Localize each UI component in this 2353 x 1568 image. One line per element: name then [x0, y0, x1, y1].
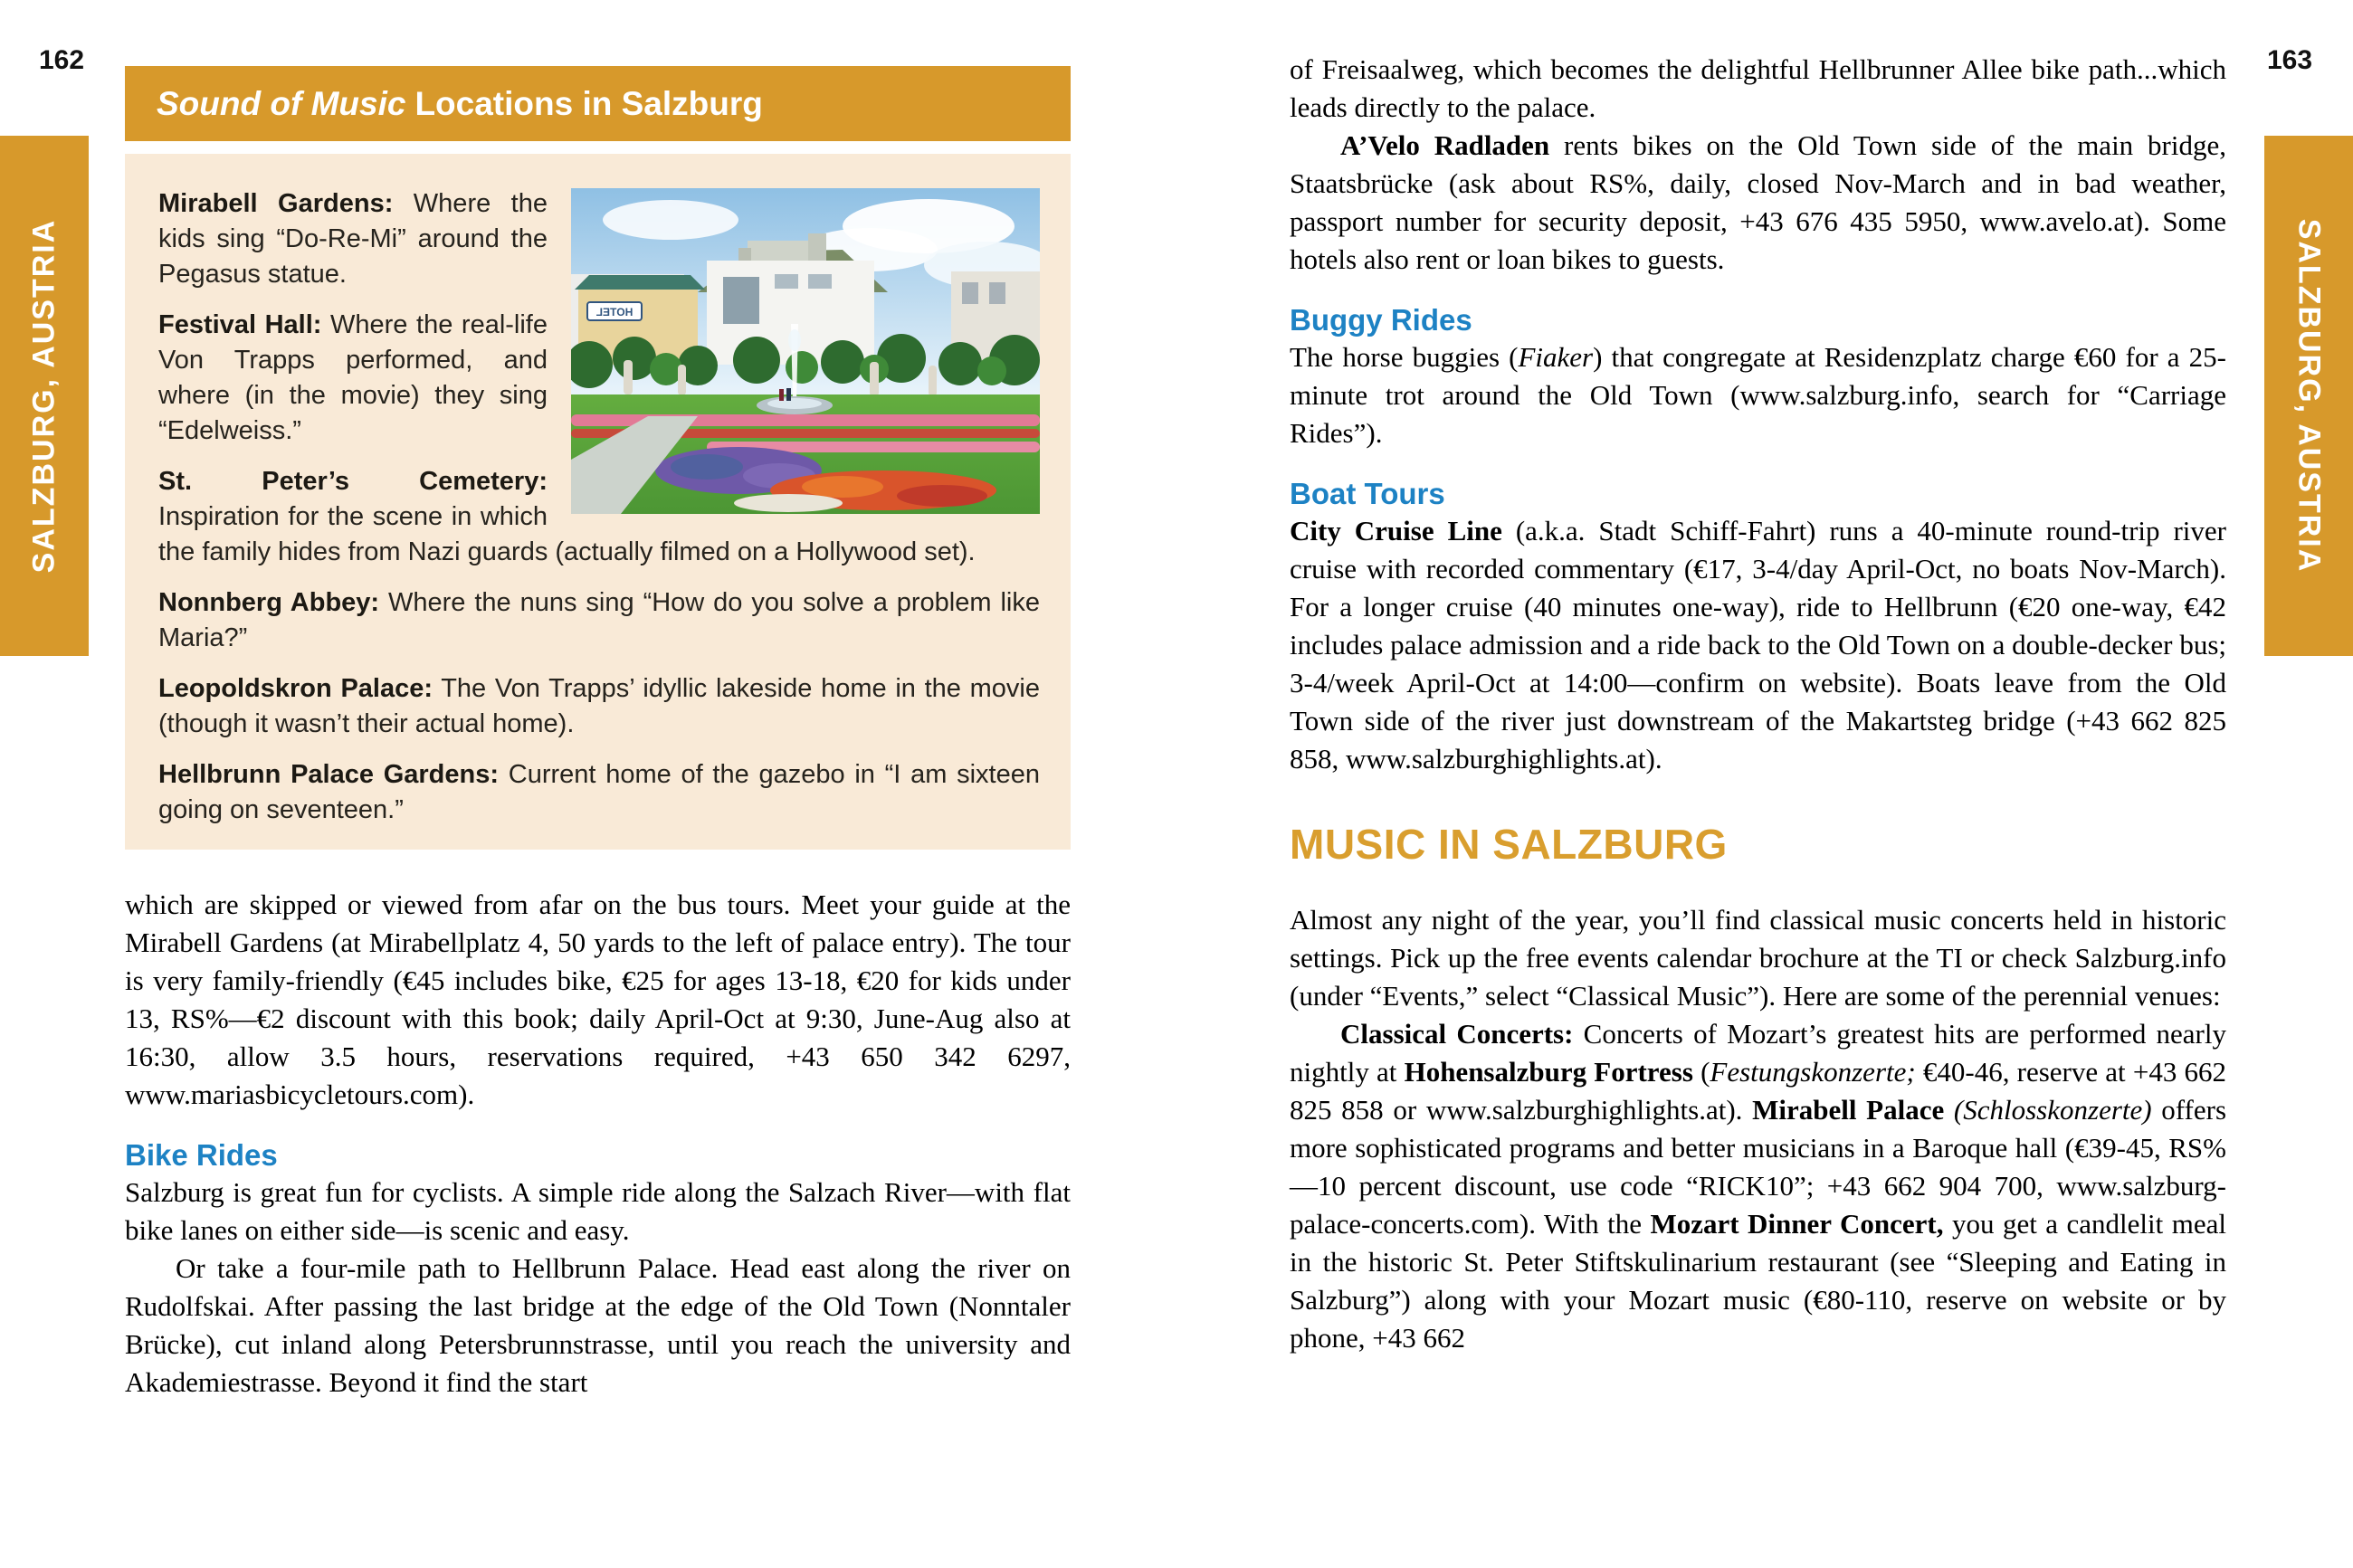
right-page-number: 163	[2267, 45, 2313, 75]
box-entry-nonnberg-abbey	[158, 585, 1040, 656]
box-entry-leopoldskron-palace	[158, 671, 1040, 742]
right-page-column	[1290, 51, 2226, 1357]
box-entry-label: Mirabell Gardens:	[158, 189, 394, 218]
left-page-body	[125, 886, 1071, 1402]
sidebar-box-title-italic: Sound of Music	[157, 84, 406, 122]
left-page-column	[125, 66, 1071, 1402]
box-entry-label: Hellbrunn Palace Gardens:	[158, 760, 500, 789]
box-entry-label: Festival Hall:	[158, 310, 322, 339]
bike-rides-paragraph-1: Salzburg is great fun for cyclists. A simple ride along the Salzach River—with flat bike lanes on either side—is scenic and easy.	[125, 1176, 1071, 1246]
box-entry-text: The Von Trapps’ idyllic lakeside home in the movie (though it wasn’t their actual home).	[158, 674, 1040, 738]
box-entry-text: Where the kids sing “Do-Re-Mi” around the Pegasus statue.	[158, 189, 548, 289]
box-entry-text: Inspiration for the scene in which the family hides from Nazi guards (actually filmed on a Hollywood set).	[158, 502, 976, 566]
avelo-radladen-paragraph: A’Velo Radladen rents bikes on the Old Town side of the main bridge, Staatsbrücke (ask about RS%, daily, closed Nov-March and in bad weather, passport number for security deposit, +43 676 435 5950, www.avelo.at). Some hotels also rent or loan bikes to guests.	[1290, 129, 2226, 275]
music-intro-paragraph: Almost any night of the year, you’ll find classical music concerts held in historic settings. Pick up the free events calendar brochure at the TI or check Salzburg.info (under “Events,” select “Classical Music”). Here are some of the perennial venues:	[1290, 904, 2226, 1012]
bike-rides-paragraph-2: Or take a four-mile path to Hellbrunn Palace. Head east along the river on Rudolfskai. After passing the last bridge at the edge of the Old Town (Nonntaler Brücke), cut inland along Petersbrunnstrasse, until you reach the university and Akademiestrasse. Beyond it find the start	[125, 1252, 1071, 1398]
box-entry-text: Current home of the gazebo in “I am sixteen going on seventeen.”	[158, 760, 1040, 824]
right-side-tab	[2264, 136, 2353, 656]
sound-of-music-info-box	[125, 154, 1071, 850]
bike-rides-heading: Bike Rides	[125, 1138, 278, 1172]
classical-concerts-paragraph: Classical Concerts: Concerts of Mozart’s greatest hits are performed nearly nightly at Hohensalzburg Fortress (Festungskonzerte; €40-46, reserve at +43 662 825 858 or www.salzburghighlights.at). Mirabell Palace (Schlosskonzerte) offers more sophisticated programs and better musicians in a Baroque hall (€39-45, RS%—10 percent discount, use code “RICK10”; +43 662 904 700, www.salzburg-palace-concerts.com). With the Mozart Dinner Concert, you get a candlelit meal in the historic St. Peter Stiftskulinarium restaurant (see “Sleeping and Eating in Salzburg”) along with your Mozart music (€80-110, reserve on website or by phone, +43 662	[1290, 1018, 2227, 1354]
box-entry-text: Where the real-life Von Trapps performed, and where (in the movie) they sing “Edelweiss.”	[158, 310, 548, 445]
buggy-rides-heading: Buggy Rides	[1290, 303, 1472, 337]
right-side-tab-label: SALZBURG, AUSTRIA	[2291, 218, 2327, 574]
box-entry-text: Where the nuns sing “How do you solve a problem like Maria?”	[158, 588, 1040, 652]
buggy-rides-paragraph: The horse buggies (Fiaker) that congregate at Residenzplatz charge €60 for a 25-minute trot around the Old Town (www.salzburg.info, search for “Carriage Rides”).	[1290, 341, 2226, 449]
box-entry-label: St. Peter’s Cemetery:	[158, 467, 548, 496]
left-side-tab	[0, 136, 89, 656]
left-page-number: 162	[39, 45, 85, 75]
sidebar-box-title-rest: Locations in Salzburg	[414, 84, 763, 122]
sidebar-box-title-bar	[125, 66, 1071, 141]
box-entry-hellbrunn-palace-gardens	[158, 757, 1040, 828]
freisaalweg-paragraph: of Freisaalweg, which becomes the delightful Hellbrunner Allee bike path...which leads directly to the palace.	[1290, 53, 2226, 123]
left-side-tab-label: SALZBURG, AUSTRIA	[26, 218, 62, 574]
mirabell-gardens-photo	[571, 188, 1040, 514]
boat-tours-paragraph: City Cruise Line (a.k.a. Stadt Schiff-Fahrt) runs a 40-minute round-trip river cruise with recorded commentary (€17, 3-4/day April-Oct, no boats Nov-March). For a longer cruise (40 minutes one-way), ride to Hellbrunn (€20 one-way, €42 includes palace admission and a ride back to the Old Town on a double-decker bus; 3-4/week April-Oct at 14:00—confirm on website). Boats leave from the Old Town side of the river just downstream of the Makartsteg bridge (+43 662 825 858, www.salzburghighlights.at).	[1290, 515, 2226, 774]
boat-tours-heading: Boat Tours	[1290, 477, 1445, 510]
hotel-sign-text: HOTEL	[595, 306, 634, 318]
box-entry-label: Nonnberg Abbey:	[158, 588, 380, 617]
music-in-salzburg-heading: MUSIC IN SALZBURG	[1290, 821, 1728, 868]
bus-tour-paragraph: which are skipped or viewed from afar on the bus tours. Meet your guide at the Mirabell Gardens (at Mirabellplatz 4, 50 yards to the left of palace entry). The tour is very family-friendly (€45 includes bike, €25 for ages 13-18, €20 for kids under 13, RS%—€2 discount with this book; daily April-Oct at 9:30, June-Aug also at 16:30, allow 3.5 hours, reservations required, +43 650 342 6297, www.mariasbicycletours.com).	[125, 889, 1071, 1110]
box-entry-label: Leopoldskron Palace:	[158, 674, 433, 703]
